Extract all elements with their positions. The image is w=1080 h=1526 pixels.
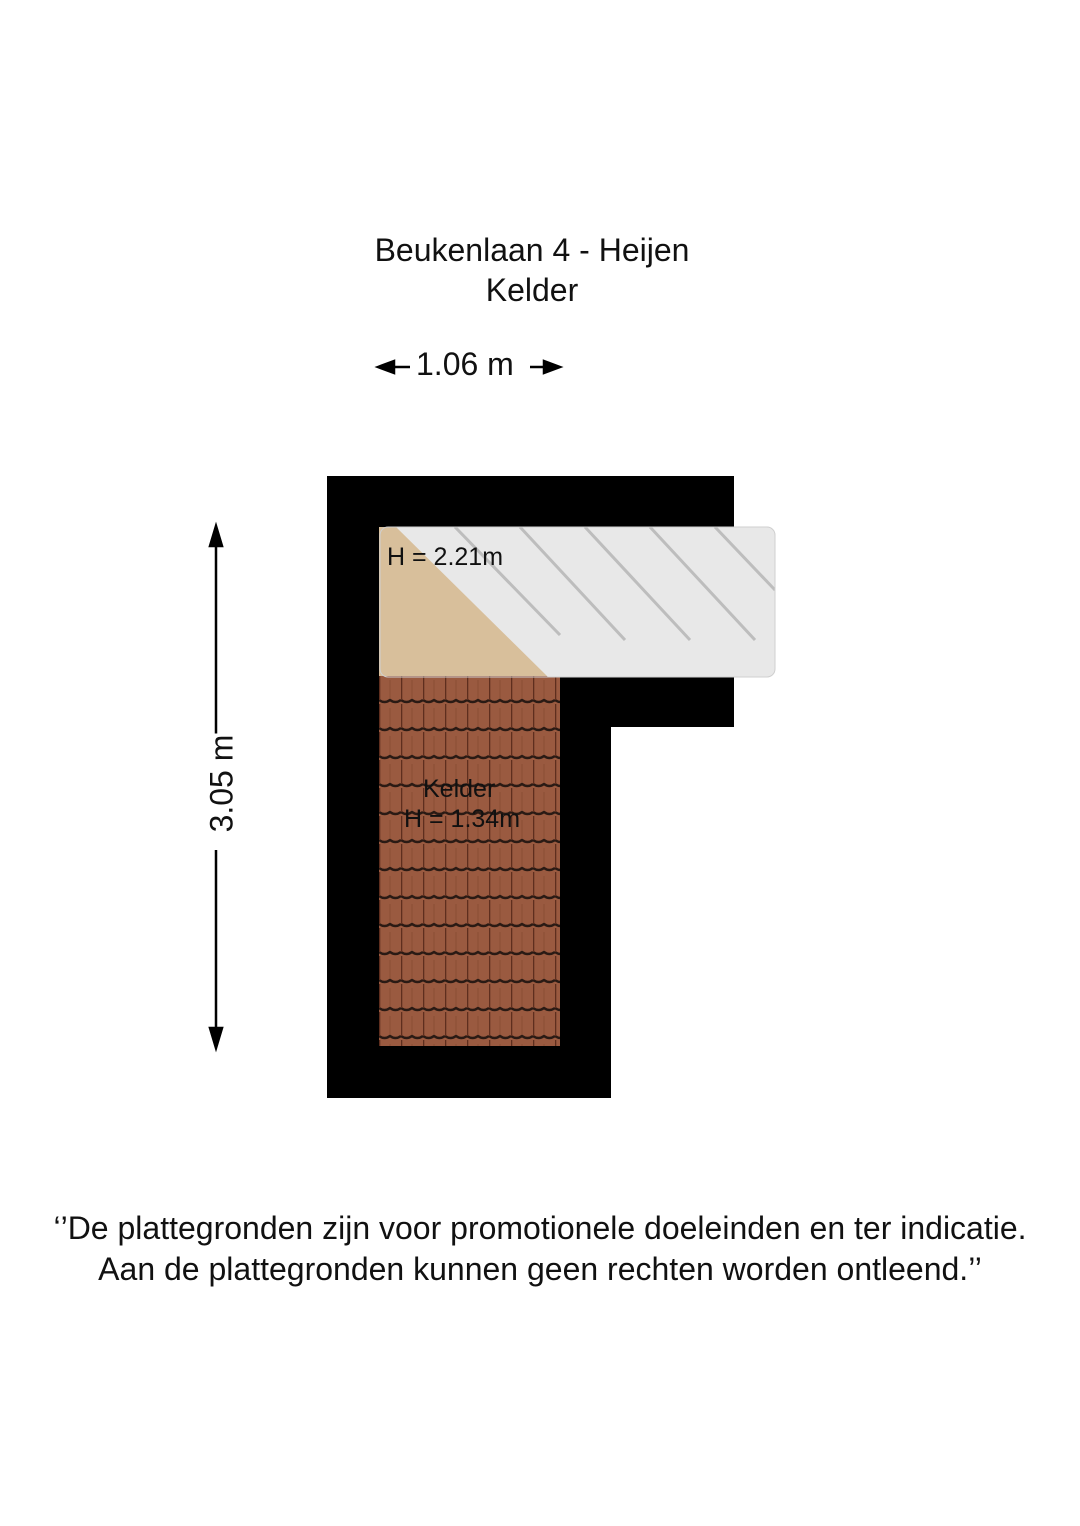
kelder-floor <box>379 676 560 1046</box>
kelder-room-name: Kelder <box>423 775 496 803</box>
plan-floor-name: Kelder <box>485 272 579 308</box>
disclaimer-line-1: ‘’De plattegronden zijn voor promotionele doeleinden en ter indicatie. <box>53 1210 1027 1246</box>
disclaimer-line-2: Aan de plattegronden kunnen geen rechten worden ontleend.’’ <box>98 1251 982 1287</box>
width-dimension <box>376 346 562 386</box>
plan-address: Beukenlaan 4 - Heijen <box>374 232 690 268</box>
upper-height-label: H = 2.21m <box>387 543 504 571</box>
kelder-height-label: H = 1.34m <box>404 805 521 833</box>
height-dimension-label: 3.05 m <box>203 734 240 833</box>
width-dimension-label: 1.06 m <box>416 346 514 382</box>
